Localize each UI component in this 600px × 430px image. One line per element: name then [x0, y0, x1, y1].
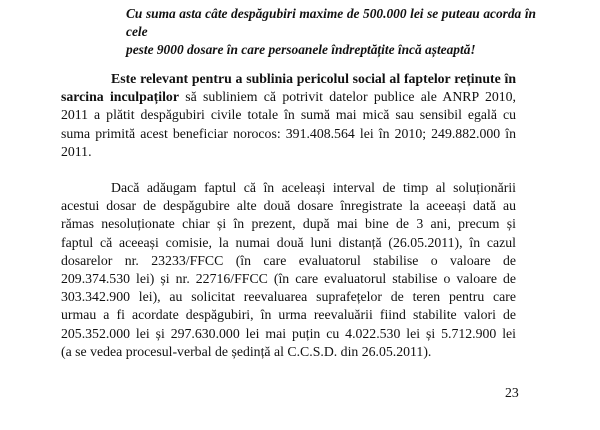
page-number: 23	[505, 385, 519, 400]
bold-text: sarcina inculpaților	[61, 89, 179, 105]
paragraph-2	[61, 179, 516, 361]
paragraph-2-line-4: faptul că aceeași comisie, la numai două luni distanță (26.05.2011), în cazul	[61, 234, 516, 250]
text-run: să subliniem că potrivit datelor publice ale ANRP 2010,	[178, 89, 516, 105]
quote-line-2: peste 9000 dosare în care persoanele îndreptățite încă așteaptă!	[126, 42, 476, 57]
paragraph-1-line-1	[61, 70, 516, 88]
paragraph-2-line-8: urmau a fi acordate despăgubiri, în urma reevaluării fiind stabilite valori de	[61, 307, 516, 323]
italic-quote	[126, 5, 536, 59]
paragraph-1-line-2	[61, 88, 516, 106]
paragraph-2-line-5: dosarelor nr. 23233/FFCC (în care evaluatorul stabilise o valoare de	[61, 252, 516, 268]
paragraph-2-line-10: (a se vedea procesul-verbal de ședință al C.C.S.D. din 26.05.2011).	[61, 343, 432, 359]
paragraph-1-line-3: 2011 a plătit despăgubiri civile totale în sumă mai mică sau sensibil egală cu	[61, 107, 516, 123]
quote-line-1: Cu suma asta câte despăgubiri maxime de 500.000 lei se puteau acorda în cele	[126, 6, 536, 39]
paragraph-1-line-5: 2011.	[61, 143, 92, 159]
paragraph-2-line-1: Dacă adăugam faptul că în aceleași interval de timp al soluționării	[111, 180, 516, 195]
paragraph-1	[61, 70, 516, 161]
paragraph-2-line-7: 303.342.900 lei), au solicitat reevaluarea suprafețelor de teren pentru care	[61, 289, 516, 305]
bold-text: Este relevant pentru a sublinia pericolul social al faptelor reținute în	[111, 71, 516, 86]
paragraph-2-line-9: 205.352.000 lei și 297.630.000 lei mai puțin cu 4.022.530 lei și 5.712.900 lei	[61, 325, 516, 341]
paragraph-2-line-2: acestui dosar de despăgubire alte două dosare înregistrate la aceeași dată au	[61, 198, 516, 214]
paragraph-2-line-6: 209.374.530 lei) și nr. 22716/FFCC (în care evaluatorul stabilise o valoare de	[61, 271, 516, 287]
paragraph-2-line-3: rămas nesoluționate chiar și în prezent, după mai bine de 3 ani, precum și	[61, 216, 516, 232]
paragraph-1-line-4: suma primită acest beneficiar norocos: 391.408.564 lei în 2010; 249.882.000 în	[61, 125, 516, 141]
